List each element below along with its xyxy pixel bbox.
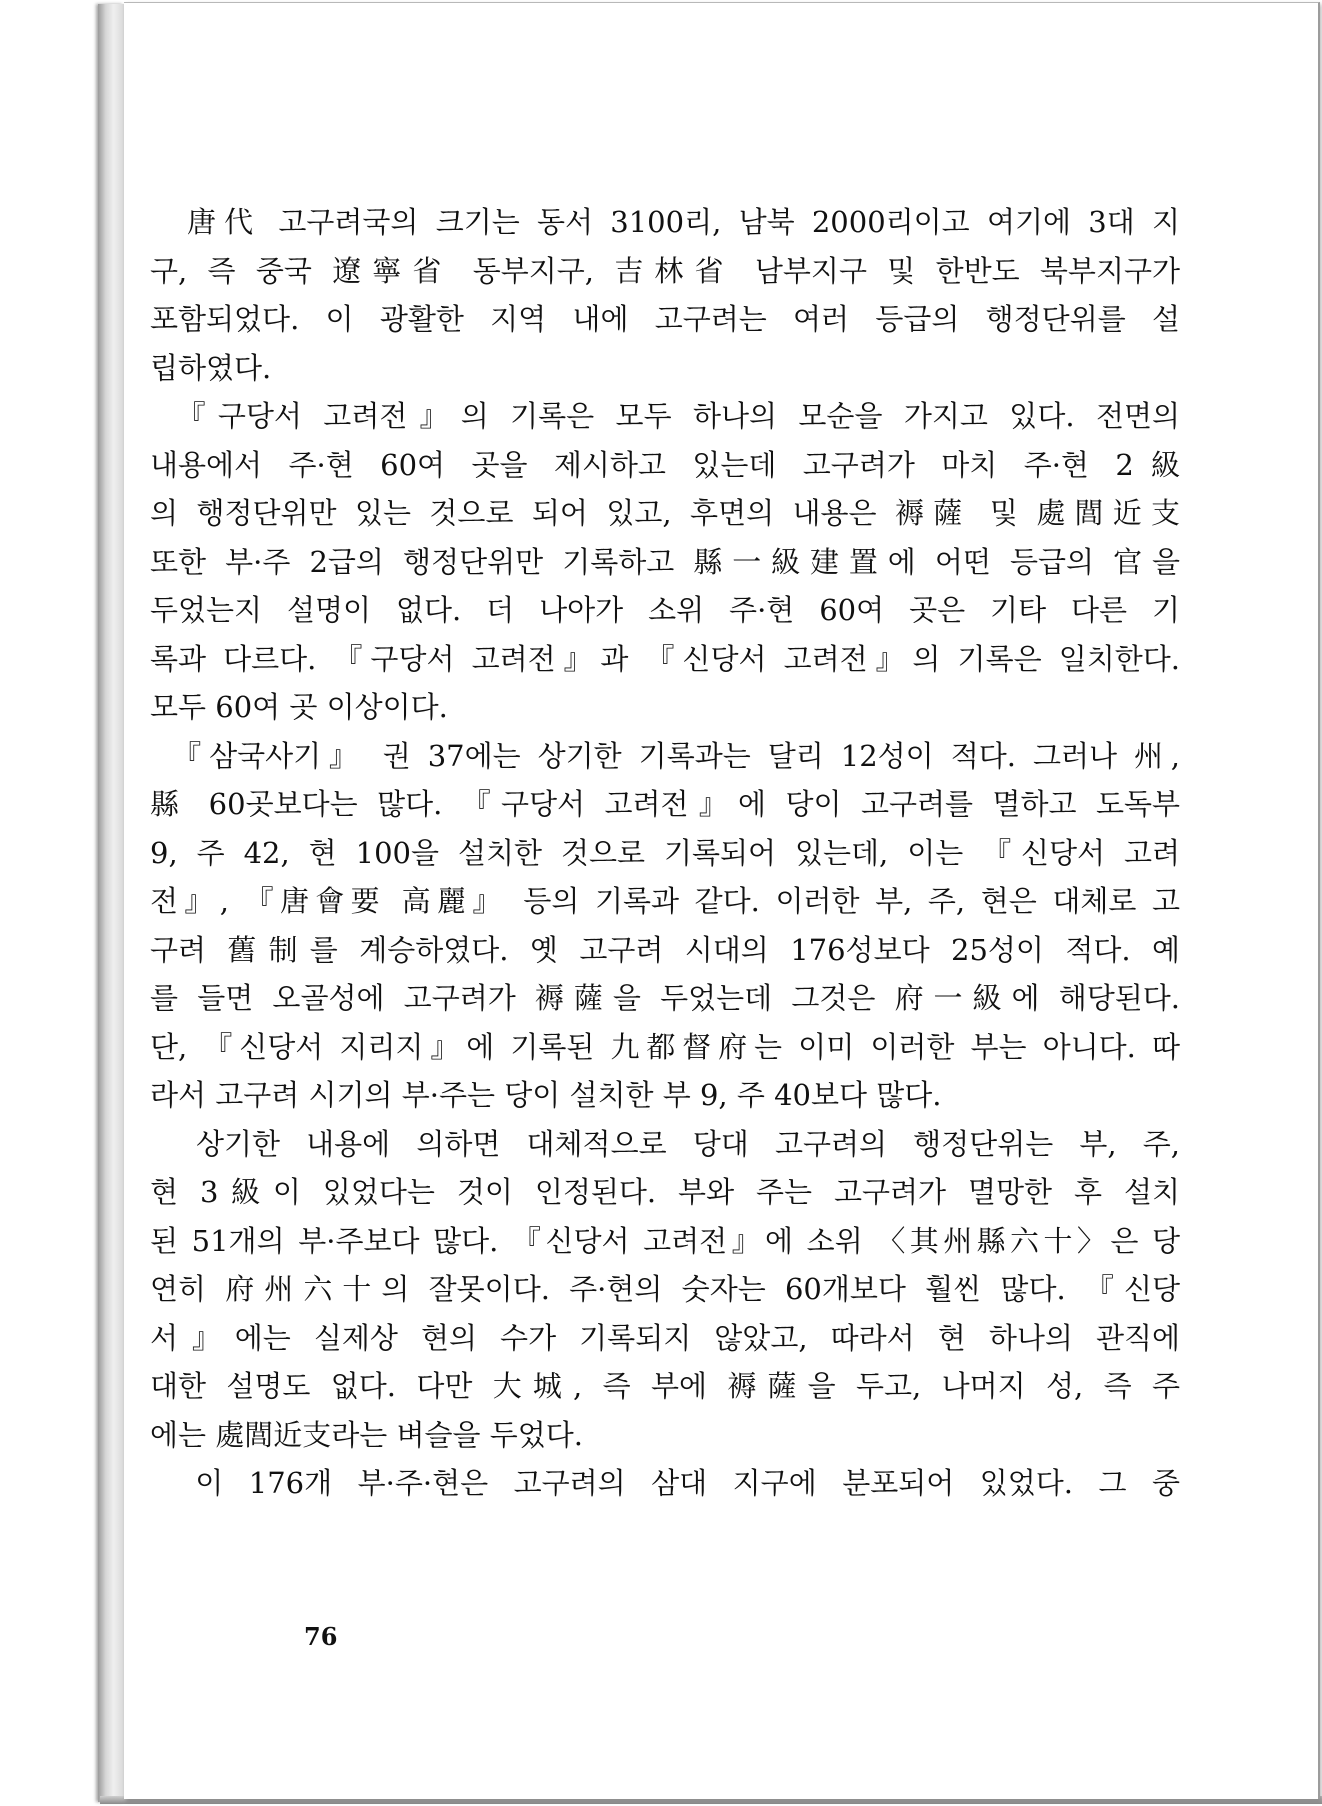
text-line: 대한 설명도 없다. 다만 大城, 즉 부에 褥薩을 두고, 나머지 성, 즉 주 xyxy=(150,1369,1180,1403)
text-line: 록과 다르다. 『구당서 고려전』과 『신당서 고려전』의 기록은 일치한다. xyxy=(150,641,1180,676)
text-line: 구려 舊制를 계승하였다. 옛 고구려 시대의 176성보다 25성이 적다. 예 xyxy=(150,932,1180,967)
text-line: 현 3級이 있었다는 것이 인정된다. 부와 주는 고구려가 멸망한 후 설치 xyxy=(150,1175,1180,1209)
text-line: 라서 고구려 시기의 부·주는 당이 설치한 부 9, 주 40보다 많다. xyxy=(150,1078,942,1112)
text-line: 립하였다. xyxy=(150,350,272,385)
text-line: 서』에는 실제상 현의 수가 기록되지 않았고, 따라서 현 하나의 관직에 xyxy=(150,1320,1180,1355)
text-line: 『구당서 고려전』의 기록은 모두 하나의 모순을 가지고 있다. 전면의 xyxy=(150,399,1180,433)
text-line: 『삼국사기』 권 37에는 상기한 기록과는 달리 12성이 적다. 그러나 州, xyxy=(150,738,1180,773)
text-line: 또한 부·주 2급의 행정단위만 기록하고 縣一級建置에 어떤 등급의 官을 xyxy=(150,544,1180,579)
text-line: 縣 60곳보다는 많다. 『구당서 고려전』에 당이 고구려를 멸하고 도독부 xyxy=(150,787,1180,821)
text-line: 두었는지 설명이 없다. 더 나아가 소위 주·현 60여 곳은 기타 다른 기 xyxy=(150,593,1180,627)
text-line: 상기한 내용에 의하면 대체적으로 당대 고구려의 행정단위는 부, 주, xyxy=(150,1126,1180,1161)
text-line: 唐代 고구려국의 크기는 동서 3100리, 남북 2000리이고 여기에 3대 지 xyxy=(150,205,1180,239)
text-line: 이 176개 부·주·현은 고구려의 삼대 지구에 분포되어 있었다. 그 중 xyxy=(150,1466,1180,1500)
text-line: 전』, 『唐會要 高麗』 등의 기록과 같다. 이러한 부, 주, 현은 대체로 고 xyxy=(150,884,1180,918)
text-line: 의 행정단위만 있는 것으로 되어 있고, 후면의 내용은 褥薩 및 處閭近支 xyxy=(150,496,1180,530)
text-line: 모두 60여 곳 이상이다. xyxy=(150,690,448,724)
text-line: 된 51개의 부·주보다 많다. 『신당서 고려전』에 소위 〈其州縣六十〉은 당 xyxy=(150,1223,1180,1258)
text-line: 9, 주 42, 현 100을 설치한 것으로 기록되어 있는데, 이는 『신당서 고려 xyxy=(150,835,1180,870)
text-line: 를 들면 오골성에 고구려가 褥薩을 두었는데 그것은 府一級에 해당된다. xyxy=(150,981,1180,1015)
body-text xyxy=(150,200,1180,1510)
page-number: 76 xyxy=(304,1622,338,1651)
text-line: 구, 즉 중국 遼寧省 동부지구, 吉林省 남부지구 및 한반도 북부지구가 xyxy=(150,253,1180,288)
text-line: 포함되었다. 이 광활한 지역 내에 고구려는 여러 등급의 행정단위를 설 xyxy=(150,302,1180,336)
text-line: 단, 『신당서 지리지』에 기록된 九都督府는 이미 이러한 부는 아니다. 따 xyxy=(150,1029,1180,1064)
text-line: 내용에서 주·현 60여 곳을 제시하고 있는데 고구려가 마치 주·현 2級 xyxy=(150,447,1180,482)
text-line: 연히 府州六十의 잘못이다. 주·현의 숫자는 60개보다 훨씬 많다. 『신당 xyxy=(150,1272,1180,1306)
page-stack-edge xyxy=(98,4,124,1802)
text-line: 에는 處閭近支라는 벼슬을 두었다. xyxy=(150,1417,584,1452)
